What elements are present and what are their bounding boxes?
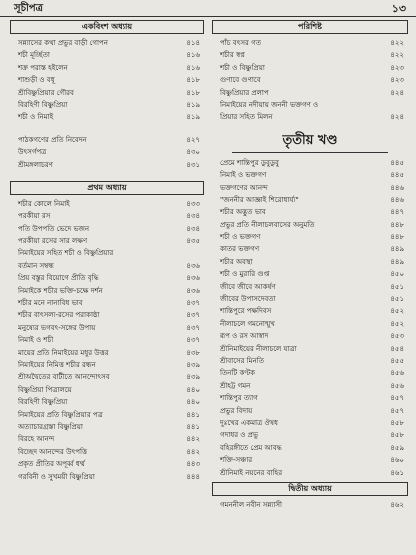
entry-title: শচী ও বিষ্ণুপ্রিয়া xyxy=(220,63,265,72)
section-heading xyxy=(10,181,204,195)
entry-title: "জননীর আজ্ঞাই শিরোধার্য্য" xyxy=(220,195,299,204)
entry-title: প্রিয় বস্তুর বিয়োগে প্রীতি বৃদ্ধি xyxy=(18,274,99,283)
entry-title: পরকীয়া রসের সার লক্ষণ xyxy=(18,237,88,246)
entry-page: ৪১৪ xyxy=(186,39,200,47)
toc-entry xyxy=(10,458,204,470)
entry-page: ৪৩৩ xyxy=(186,199,200,208)
entry-title: শচী মূর্চ্ছিতা xyxy=(18,51,50,60)
entry-title: পাঁচ বৎসর গত xyxy=(220,39,261,47)
entry-title: শান্তিপুর ত্যাগ xyxy=(220,394,258,403)
entry-page: ৪১৯ xyxy=(186,113,200,122)
entry-title: গরবিনী ও সুখময়ী বিষ্ণুপ্রিয়া xyxy=(18,472,95,481)
entry-title: অত্যাচারগ্রস্তা বিষ্ণুপ্রিয়া xyxy=(18,422,83,431)
entry-title: শচী ও নিমাই xyxy=(18,113,54,122)
entry-title: নিমাই ও ভক্তগণ xyxy=(220,171,267,180)
entry-title: শ্রীহট্ট গমন xyxy=(220,381,251,390)
entry-title: গুণাবে গুণাবে xyxy=(220,76,261,85)
entry-page: ৪৫৯ xyxy=(390,443,404,452)
toc-entry xyxy=(10,421,204,433)
toc-entry xyxy=(212,256,408,268)
entry-page: ৪৪৯ xyxy=(390,257,404,266)
entry-page: ৪৫৬ xyxy=(390,369,404,378)
entry-title: প্রিয়ার সহিত মিলন xyxy=(220,113,273,122)
toc-entry xyxy=(212,355,408,367)
toc-entry xyxy=(10,159,204,171)
entry-title: বর্তমান সম্বন্ধ xyxy=(18,261,54,270)
toc-entry xyxy=(10,297,204,309)
entry-page: ৪৪০ xyxy=(186,385,200,394)
entry-page: ৪৬০ xyxy=(390,456,404,465)
entry-title: মনুষ্যের ভগবৎ-সঙ্গের উপায় xyxy=(18,323,96,332)
toc-entry xyxy=(212,87,408,99)
entry-title: প্রকৃত প্রীতির অপূর্ব্ব ধর্ম্ম xyxy=(18,460,85,469)
entry-title: রূপ ও রস আস্বাদ xyxy=(220,332,269,341)
entry-title: শচীর কোলে নিমাই xyxy=(18,199,70,208)
toc-entry xyxy=(10,247,204,259)
entry-page: ৪৪৫ xyxy=(390,171,404,180)
toc-entry xyxy=(212,429,408,441)
entry-page: ৪২৩ xyxy=(390,63,404,72)
entry-title: শ্রীবাসের মিনতি xyxy=(220,356,265,365)
toc-entry xyxy=(212,219,408,231)
section-heading xyxy=(10,20,204,34)
entry-page: ৪১৮ xyxy=(186,76,200,85)
entry-page: ৪১৯ xyxy=(186,100,200,109)
entry-title: শচীর স্বপ্ন xyxy=(220,51,245,60)
entry-title: নিমাইয়ের নদীয়ায় জননী ভক্তগণ ও xyxy=(220,100,319,109)
entry-page: ৪৫১ xyxy=(390,282,404,291)
section-heading-text: প্রথম অধ্যায় xyxy=(87,182,127,192)
left-column xyxy=(10,20,204,483)
entry-page: ৪৩৮ xyxy=(186,348,200,357)
entry-page: ৪১৬ xyxy=(186,63,200,72)
entry-title: সন্ন্যাসের কথা প্রভুর বাড়ী গোপন xyxy=(18,39,108,47)
entry-title: নিমাই ও শচী xyxy=(18,336,54,345)
toc-entry xyxy=(212,243,408,255)
toc-entry xyxy=(212,281,408,293)
toc-entry xyxy=(10,134,204,146)
entry-page: ৪৩৭ xyxy=(186,323,200,332)
entry-title: ভক্তগণের আনন্দ xyxy=(220,183,268,192)
volume-title: তৃতীয় খণ্ড xyxy=(282,132,338,148)
entry-page: ৪৩৫ xyxy=(186,237,200,246)
entry-page: ৪৪৮ xyxy=(390,220,404,229)
section-heading-text: পরিশিষ্ট xyxy=(298,22,322,31)
entry-page: ৪৬১ xyxy=(390,468,404,477)
entry-page: ৪১৮ xyxy=(186,88,200,97)
entry-title: নিমাইয়ের সহিত শচী ও বিষ্ণুপ্রিয়ার xyxy=(18,249,114,258)
toc-entry xyxy=(212,318,408,330)
entry-page: ৪৫৩ xyxy=(390,332,404,341)
entry-page: ৪৫৮ xyxy=(390,418,404,427)
entry-title: দুঃখের একমাত্র ঔষধ xyxy=(220,418,278,427)
entry-page: ৪২২ xyxy=(390,51,404,60)
entry-page: ৪৪৩ xyxy=(186,460,200,469)
entry-page: ৪৪৫ xyxy=(390,158,404,167)
entry-page: ৪৩৭ xyxy=(186,311,200,320)
entry-title: নিমাইয়ের নিমিত্ত শচীর রন্ধন xyxy=(18,360,96,369)
toc-entry xyxy=(10,146,204,158)
header-title: সূচীপত্র xyxy=(14,3,43,14)
section-heading xyxy=(212,20,408,34)
toc-entry xyxy=(10,409,204,421)
toc-entry xyxy=(212,157,408,169)
entry-page: ৪৬২ xyxy=(390,500,404,509)
entry-page: ৪৩৬ xyxy=(186,286,200,295)
toc-entry xyxy=(10,49,204,61)
toc-entry xyxy=(10,210,204,222)
entry-title: শ্রীনিমাই নয়নের বাহির xyxy=(220,468,283,477)
toc-entry xyxy=(10,433,204,445)
entry-page: ৪৪২ xyxy=(186,435,200,444)
entry-title: প্রভুর প্রতি নীলাচলবাসের অনুমতি xyxy=(220,220,315,229)
entry-page: ৪৫৬ xyxy=(390,381,404,390)
entry-title: জীবের উপাসদেবতা xyxy=(220,295,276,304)
entry-page: ৪২২ xyxy=(390,39,404,47)
toc-entry xyxy=(10,198,204,210)
toc-entry xyxy=(212,62,408,74)
entry-page: ৪৩৪ xyxy=(186,224,200,233)
entry-title: শচীর মনে নানাবিধ ভাব xyxy=(18,299,83,308)
toc-entry xyxy=(212,305,408,317)
toc-entry xyxy=(212,380,408,392)
right-column xyxy=(212,20,408,511)
entry-title: বিষ্ণুপ্রিয়া পিত্রালয়ে xyxy=(18,385,72,394)
toc-entry xyxy=(10,235,204,247)
entry-title: তিনটি কণ্টক xyxy=(220,369,256,378)
toc-entry xyxy=(212,454,408,466)
entry-title: শচী ও মুরারি গুপ্ত xyxy=(220,270,270,279)
entry-title: নিমাইয়ের প্রতি বিষ্ণুপ্রিয়ার পত্র xyxy=(18,410,103,419)
entry-title: গদাধর ও প্রভু xyxy=(220,431,259,440)
toc-entry xyxy=(212,442,408,454)
section-heading-text: দ্বিতীয় অধ্যায় xyxy=(288,483,332,493)
entry-title: বিচ্ছেদ আনন্দের উৎপত্তি xyxy=(18,447,88,456)
entry-title: বহিরঙ্গীতে প্রেম আবদ্ধ xyxy=(220,443,282,452)
entry-page: ৪৪৮ xyxy=(390,233,404,242)
entry-title: নীলাচলে গমনোন্মুখ xyxy=(220,319,275,328)
entry-page: ৪৪৯ xyxy=(390,245,404,254)
toc-entry xyxy=(10,99,204,111)
toc-entry xyxy=(212,405,408,417)
toc-entry xyxy=(10,359,204,371)
toc-entry xyxy=(212,194,408,206)
entry-page: ৪৪৬ xyxy=(390,183,404,192)
toc-entry xyxy=(10,74,204,86)
toc-entry xyxy=(212,268,408,280)
entry-page: ৪৫১ xyxy=(390,295,404,304)
entry-title: প্রেমে শান্তিপুর ডুবুডুবু xyxy=(220,158,279,167)
entry-title: শচীর অদ্ভুত ভাব xyxy=(220,208,266,217)
page-header xyxy=(0,0,416,17)
toc-entry xyxy=(212,49,408,61)
volume-rule xyxy=(232,152,388,153)
entry-page: ৪৫৫ xyxy=(390,356,404,365)
toc-entry xyxy=(212,367,408,379)
entry-title: পতি উপপতি ভেদে ভজন xyxy=(18,224,90,233)
entry-title: বিষ্ণুপ্রিয়ার প্রলাপ xyxy=(220,88,269,97)
entry-page: ৪৫৭ xyxy=(390,394,404,403)
toc-entry xyxy=(212,111,408,123)
toc-entry xyxy=(10,111,204,123)
entry-page: ৪৪০ xyxy=(186,398,200,407)
entry-page: ৪২৭ xyxy=(186,135,200,144)
section-heading xyxy=(212,482,408,496)
entry-title: পরকীয়া রস xyxy=(18,212,51,221)
entry-title: শচী ও ভক্তগণ xyxy=(220,233,261,242)
entry-page: ৪১৬ xyxy=(186,51,200,60)
entry-title: মায়ের প্রতি নিমাইয়ের মধুর উত্তর xyxy=(18,348,109,357)
entry-page: ৪৫৮ xyxy=(390,431,404,440)
entry-title: শাশুড়ী ও বধূ xyxy=(18,76,55,85)
entry-title: শচীর বাৎসল্য-রসের পরাকাষ্ঠা xyxy=(18,311,100,320)
entry-page: ৪৪৭ xyxy=(390,208,404,217)
toc-entry xyxy=(10,62,204,74)
entry-title: উৎসর্গপত্র xyxy=(18,148,47,157)
toc-entry xyxy=(10,396,204,408)
entry-title: শক্তি-সঞ্চার xyxy=(220,456,253,465)
toc-entry xyxy=(10,223,204,235)
entry-page: ৪৩৭ xyxy=(186,299,200,308)
toc-entry xyxy=(10,260,204,272)
entry-title: বিরহে আনন্দ xyxy=(18,435,55,444)
toc-entry xyxy=(212,37,408,49)
entry-title: পাঠকগণের প্রতি নিবেদন xyxy=(18,135,87,144)
entry-page: ৪৪২ xyxy=(186,447,200,456)
toc-entry xyxy=(212,169,408,181)
toc-entry xyxy=(10,309,204,321)
entry-title: শক্র পরাস্ত হইলেন xyxy=(18,63,68,72)
entry-title: শান্তিপুরে পক্ষদিবস xyxy=(220,307,272,316)
entry-page: ৪৩৭ xyxy=(186,336,200,345)
toc-entry xyxy=(10,384,204,396)
toc-entry xyxy=(212,99,408,111)
entry-page: ৪৫০ xyxy=(390,270,404,279)
entry-page: ৪৩৯ xyxy=(186,360,200,369)
toc-entry xyxy=(10,285,204,297)
toc-entry xyxy=(212,231,408,243)
entry-page: ৪৪১ xyxy=(186,410,200,419)
toc-entry xyxy=(10,471,204,483)
toc-entry xyxy=(212,417,408,429)
toc-entry xyxy=(10,272,204,284)
page-number: ১৩ xyxy=(391,2,406,15)
toc-entry xyxy=(10,371,204,383)
section-heading-text: একবিংশ অধ্যায় xyxy=(81,22,133,31)
entry-page: ৪৫৭ xyxy=(390,406,404,415)
entry-title: বিরহিণী বিষ্ণুপ্রিয়া xyxy=(18,398,68,407)
toc-entry xyxy=(212,499,408,511)
entry-title: গমননীল নবীন সন্ন্যাসী xyxy=(220,500,283,509)
entry-page: ৪৩০ xyxy=(186,148,200,157)
entry-page: ৪৩১ xyxy=(186,160,200,169)
toc-entry xyxy=(10,446,204,458)
entry-page: ৪৫২ xyxy=(390,319,404,328)
entry-title: বিরহিণী বিষ্ণুপ্রিয়া xyxy=(18,100,68,109)
toc-entry xyxy=(212,182,408,194)
toc-entry xyxy=(212,330,408,342)
entry-title: শচীর অবস্থা xyxy=(220,257,253,266)
toc-entry xyxy=(212,467,408,479)
entry-title: শ্রীমঙ্গলাচরণ xyxy=(18,160,53,169)
entry-page: ৪৪৪ xyxy=(186,472,200,481)
entry-page: ৪৫২ xyxy=(390,307,404,316)
toc-entry xyxy=(10,37,204,49)
entry-title: শ্রীনিমাইয়ের নীলাচলে যাত্রা xyxy=(220,344,297,353)
entry-title: প্রভুর বিদায় xyxy=(220,406,253,415)
entry-page: ৪২৪ xyxy=(390,113,404,122)
toc-entry xyxy=(212,343,408,355)
toc-entry xyxy=(10,334,204,346)
entry-page: ৪৪৬ xyxy=(390,195,404,204)
toc-entry xyxy=(10,87,204,99)
entry-page: ৪৩৬ xyxy=(186,274,200,283)
entry-title: নিমাইকে শচীর ভক্তি-চক্ষে দর্শন xyxy=(18,286,103,295)
entry-title: জীবে জীবে আকর্ষণ xyxy=(220,282,276,291)
toc-entry xyxy=(10,322,204,334)
entry-title: শ্রীঅদ্বৈতের বাটীতে আনন্দোৎসব xyxy=(18,373,110,382)
toc-entry xyxy=(212,293,408,305)
toc-entry xyxy=(212,206,408,218)
entry-title: শ্রীবিষ্ণুপ্রিয়ার গৌরব xyxy=(18,88,74,97)
toc-entry xyxy=(212,392,408,404)
toc-entry xyxy=(212,74,408,86)
entry-page: ৪২৩ xyxy=(390,76,404,85)
entry-page: ৪৪১ xyxy=(186,422,200,431)
entry-page: ৪২৪ xyxy=(390,88,404,97)
toc-entry xyxy=(10,347,204,359)
entry-page: ৪৩৪ xyxy=(186,212,200,221)
entry-page: ৪৩৬ xyxy=(186,261,200,270)
entry-page: ৪৩৯ xyxy=(186,373,200,382)
entry-title: কাতর ভক্তগণ xyxy=(220,245,260,254)
entry-page: ৪৫৪ xyxy=(390,344,404,353)
